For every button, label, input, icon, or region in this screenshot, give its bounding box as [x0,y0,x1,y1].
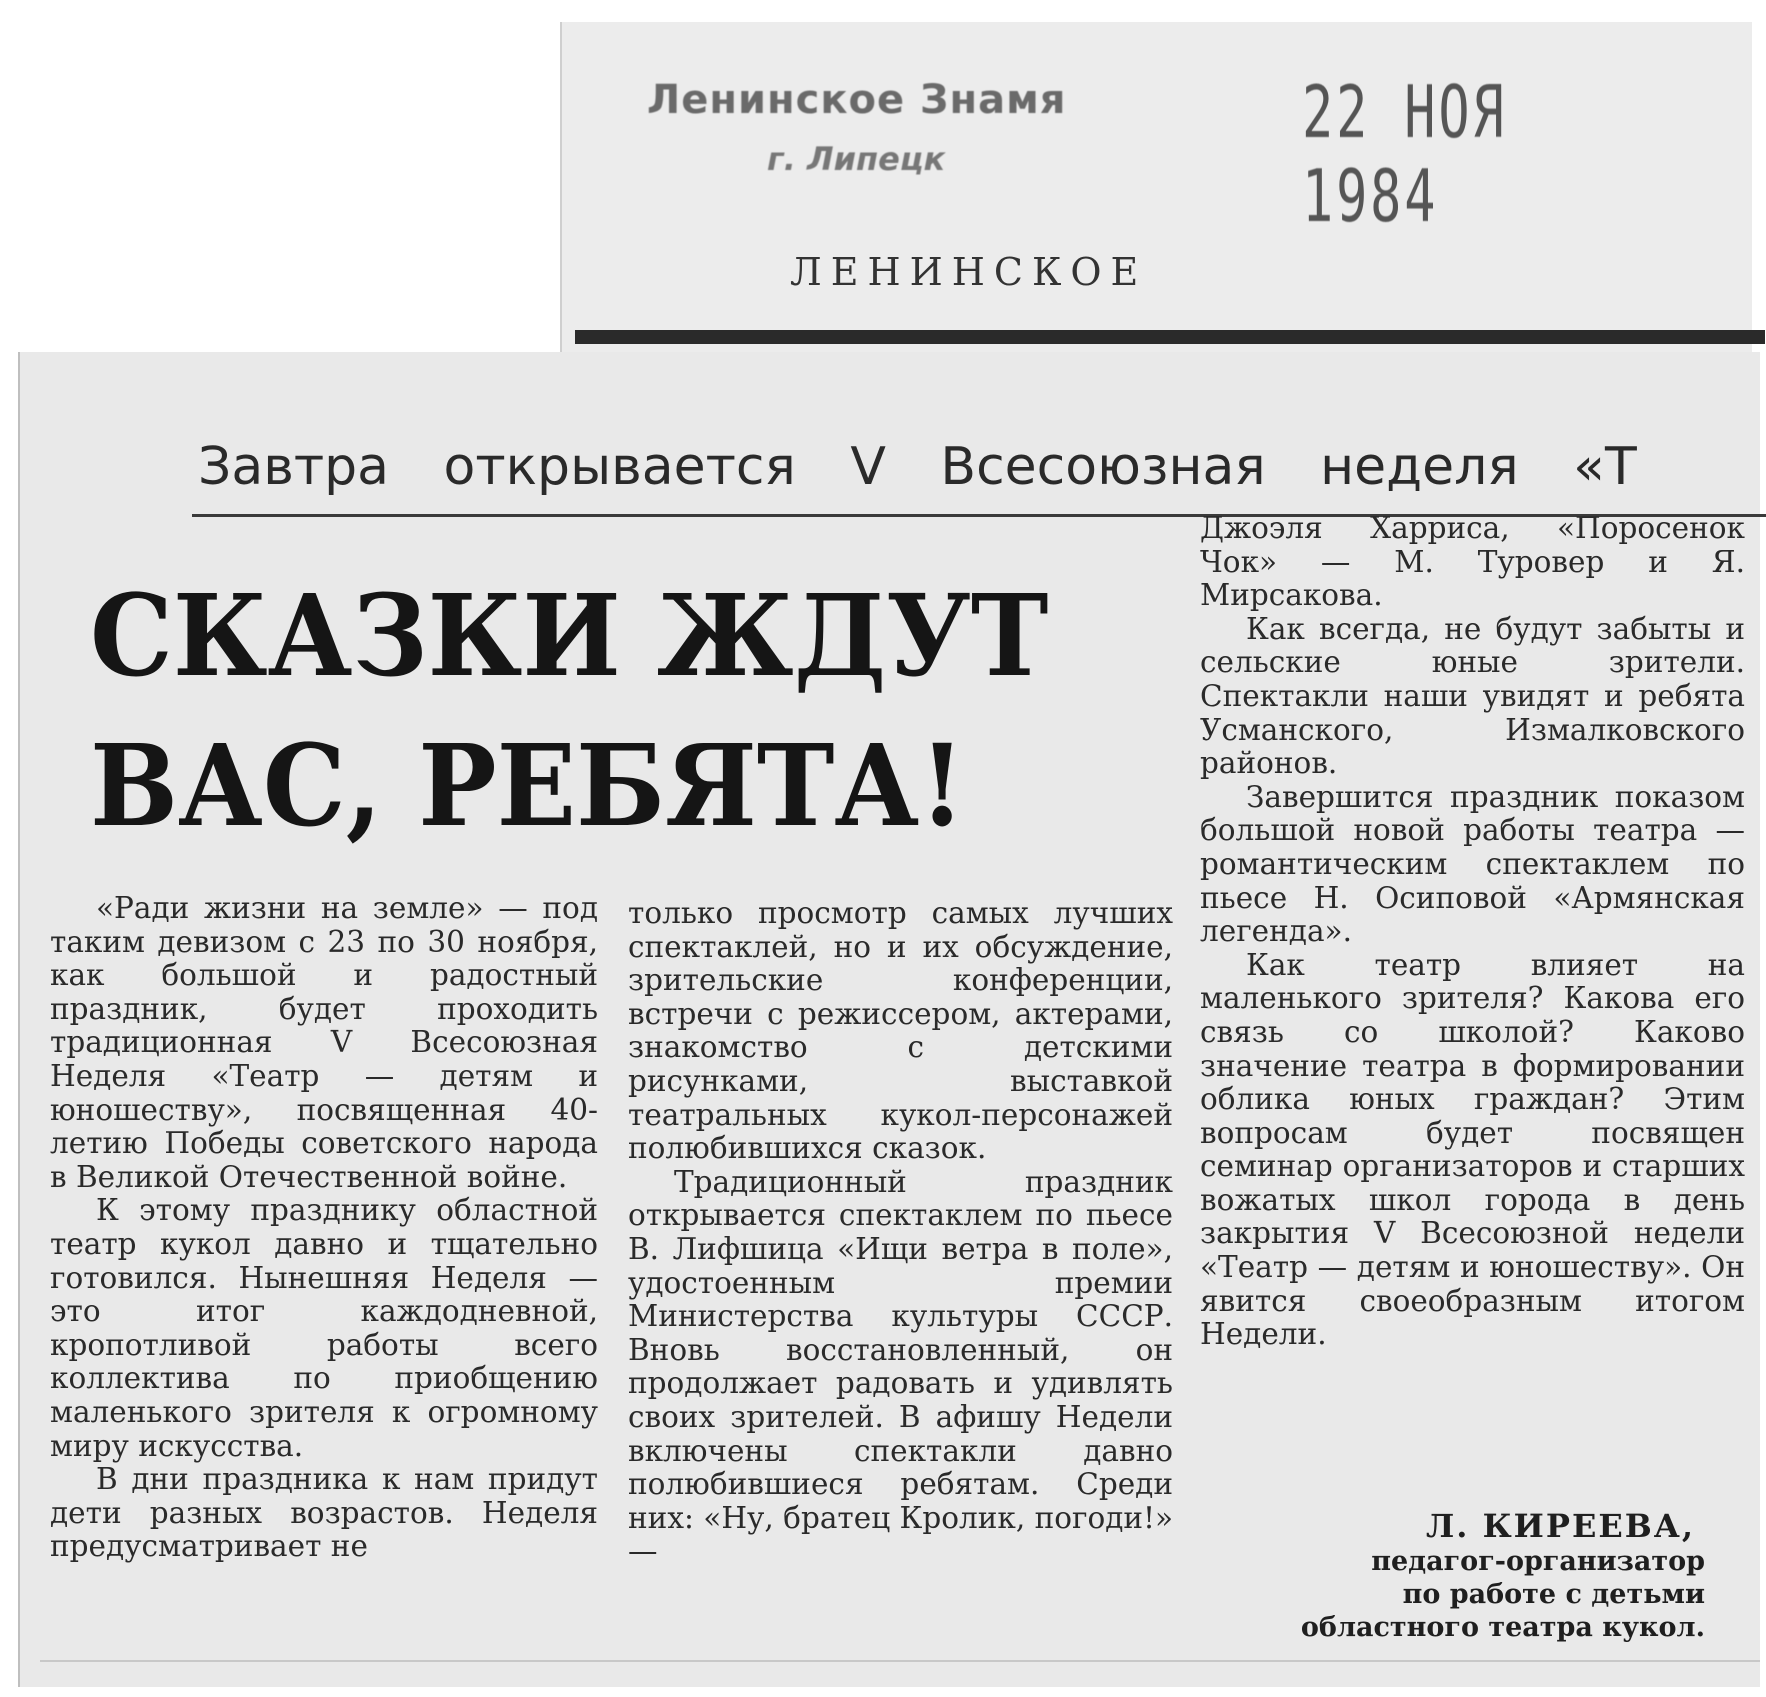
paragraph: только просмотр самых лучших спектаклей, но и их обсуждение, зрительские конференции, встречи с режиссером, актерами, знакомство с детскими рисунками, выставкой театральных кукол-персонажей полюбившихся сказок. [628,896,1173,1166]
paragraph: К этому празднику областной театр кукол давно и тщательно готовился. Нынешняя Неделя — это итог каждодневной, кропотливой работы всего коллектива по приобщению маленького зрителя к огромному миру искусства. [50,1193,598,1463]
paragraph: Традиционный праздник открывается спектаклем по пьесе В. Лифшица «Ищи ветра в поле», удостоенным премии Министерства культуры СССР. Вновь восстановленный, он продолжает радовать и удивлять своих зрителей. В афишу Недели включены спектакли давно полюбившиеся ребятам. Среди них: «Ну, братец Кролик, погоди!» — [628,1164,1173,1569]
article-headline [90,562,1094,862]
paragraph: В дни праздника к нам придут дети разных возрастов. Неделя предусматривает не [50,1462,598,1564]
headline-line-2: ВАС, РЕБЯТА! [90,721,965,852]
author-role-line: педагог-организатор [1371,1546,1705,1577]
stamp-newspaper-name: Ленинское Знамя [647,77,1067,123]
archive-stamp-slip [560,22,1752,352]
paragraph: Джоэля Харриса, «Поросенок Чок» — М. Туровер и Я. Мирсакова. [1200,511,1745,613]
article-kicker: Завтра открывается V Всесоюзная неделя «Т [198,437,1637,497]
article-column-1 [50,892,598,1564]
paragraph: Как всегда, не будут забыты и сельские юные зрители. Спектакли наши увидят и ребята Усманского, Измалковского районов. [1200,611,1745,781]
author-name: Л. КИРЕЕВА, [1425,1507,1695,1545]
author-role-line: по работе с детьми [1402,1579,1705,1610]
article-column-2 [628,897,1173,1569]
paragraph: Как театр влияет на маленького зрителя? Какова его связь со школой? Каково значение театра в формировании облика юных граждан? Этим вопросам будет посвящен семинар организаторов и старших вожатых школ города в день закрытия V Всесоюзной недели «Театр — детям и юношеству». Он явится своеобразным итогом Недели. [1200,947,1745,1352]
author-role-line: областного театра кукол. [1300,1612,1705,1643]
masthead-rule [575,330,1765,344]
masthead-fragment: ЛЕНИНСКОЕ [790,250,1148,294]
paragraph: «Ради жизни на земле» — под таким девизом с 23 по 30 ноября, как большой и радостный праздник, будет проходить традиционная V Всесоюзная Неделя «Театр — детям и юношеству», посвященная 40-летию Победы советского народа в Великой Отечественной войне. [50,891,598,1194]
headline-line-1: СКАЗКИ ЖДУТ [90,571,1049,702]
newspaper-clipping [18,352,1760,1687]
stamp-date: 22 НОЯ 1984 [1302,70,1507,238]
stamp-city: г. Липецк [767,140,946,178]
article-column-3 [1200,512,1745,1352]
paragraph: Завершится праздник показом большой новой работы театра — романтическим спектаклем по пьесе Н. Осиповой «Армянская легенда». [1200,779,1745,949]
clipping-bottom-edge [40,1660,1760,1662]
author-signature [1190,1507,1705,1644]
